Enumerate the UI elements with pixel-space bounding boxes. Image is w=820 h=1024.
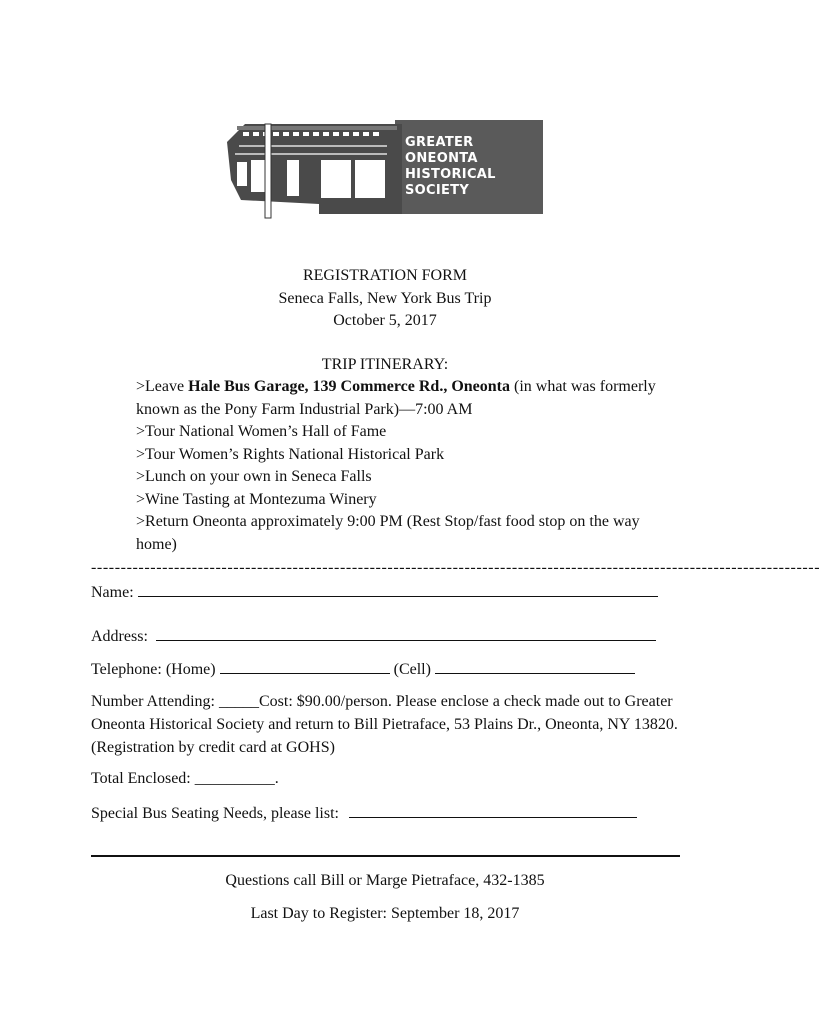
itinerary-heading: TRIP ITINERARY:	[321, 356, 449, 373]
seating-label: Special Bus Seating Needs, please list:	[91, 805, 339, 822]
itinerary-item-lunch: >Lunch on your own in Seneca Falls	[136, 468, 372, 485]
total-enclosed: Total Enclosed: __________.	[91, 770, 279, 787]
name-row	[91, 580, 658, 604]
home-phone-field[interactable]	[220, 657, 390, 674]
logo-line-2: ONEONTA	[405, 151, 478, 166]
itinerary-item-rights-park: >Tour Women’s Rights National Historical Park	[136, 445, 445, 463]
item1-rest: (in what was formerly known as the Pony Farm Industrial Park)—7:00 AM	[136, 378, 656, 418]
home-phone-label: Telephone: (Home)	[91, 661, 216, 678]
itinerary-item-hall-of-fame: >Tour National Women’s Hall of Fame	[136, 423, 387, 440]
itinerary-item-wine: >Wine Tasting at Montezuma Winery	[136, 490, 377, 508]
item1-prefix: >Leave	[136, 378, 189, 395]
dashed-separator: ---------------------------------------------------------------------------------------------------------------------------	[91, 559, 820, 576]
itinerary-list	[136, 376, 676, 556]
logo-line-4: SOCIETY	[405, 183, 470, 198]
logo-column	[265, 124, 271, 218]
name-label: Name:	[91, 584, 134, 601]
form-title: REGISTRATION FORM	[302, 267, 467, 284]
seating-row	[91, 801, 637, 825]
attending-cost-paragraph: Number Attending: _____Cost: $90.00/person. Please enclose a check made out to Greater Oneonta Historical Society and return to Bill Pietraface, 53 Plains Dr., Oneonta, NY 13820. (Registration by credit card at GOHS)	[91, 693, 678, 756]
itinerary-item-return: >Return Oneonta approximately 9:00 PM (Rest Stop/fast food stop on the way home)	[136, 513, 640, 553]
telephone-row	[91, 657, 635, 681]
footer-rule	[91, 855, 680, 857]
society-logo	[227, 120, 543, 218]
address-field[interactable]	[156, 624, 656, 641]
logo-line-1: GREATER	[405, 135, 474, 150]
cell-phone-field[interactable]	[435, 657, 635, 674]
logo-line-3: HISTORICAL	[405, 167, 496, 182]
cell-phone-label: (Cell)	[393, 661, 431, 678]
name-field[interactable]	[138, 580, 658, 597]
trip-date: October 5, 2017	[333, 312, 437, 329]
address-label: Address:	[91, 628, 148, 645]
trip-subtitle: Seneca Falls, New York Bus Trip	[278, 290, 492, 307]
itinerary-item-leave	[136, 376, 676, 421]
address-row	[91, 624, 656, 648]
questions-contact: Questions call Bill or Marge Pietraface, 432-1385	[225, 872, 545, 889]
registration-deadline: Last Day to Register: September 18, 2017	[250, 905, 520, 922]
item1-location: Hale Bus Garage, 139 Commerce Rd., Oneonta	[188, 378, 510, 395]
seating-field[interactable]	[349, 801, 637, 818]
